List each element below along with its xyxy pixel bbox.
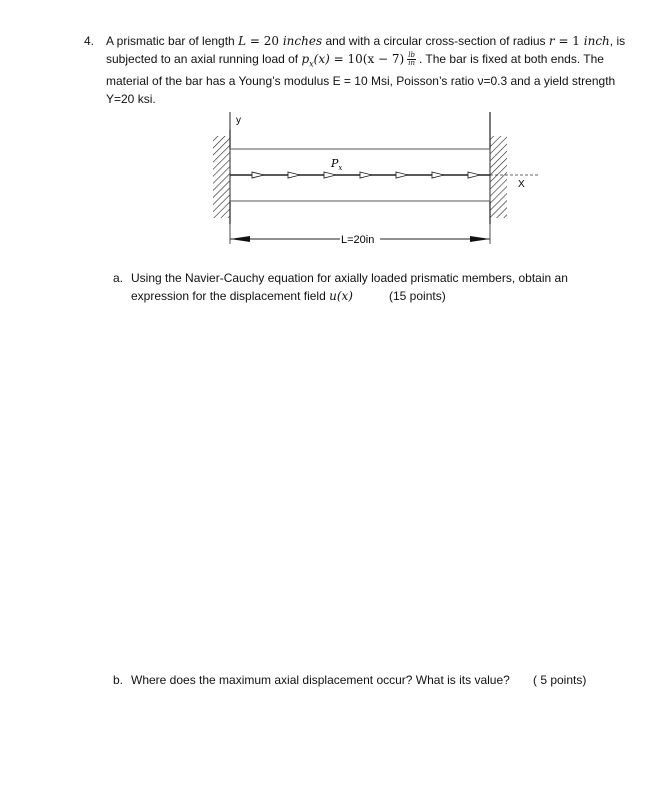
part-a-points: (15 points)	[389, 289, 446, 303]
problem-line-4: Y=20 ksi.	[106, 92, 156, 106]
math-p-arg: (x)	[313, 52, 330, 66]
right-fixed-support	[490, 112, 507, 224]
length-dimension	[230, 224, 490, 246]
math-L: L	[238, 34, 247, 48]
load-label-p: P	[331, 157, 339, 170]
left-fixed-support	[213, 130, 230, 224]
unit-fraction-num: lb	[408, 51, 415, 60]
dim-arrow-left	[230, 236, 250, 242]
part-a-line-1: Using the Navier-Cauchy equation for axially loaded prismatic members, obtain an	[131, 271, 568, 285]
math-r: r	[548, 34, 555, 48]
length-label: L=20in	[341, 234, 375, 246]
part-a-line-2	[131, 288, 353, 304]
load-arrow	[432, 172, 444, 178]
y-axis-label: y	[236, 115, 241, 126]
math-r-unit: inch	[583, 34, 610, 48]
load-arrow	[252, 172, 264, 178]
problem-line-3: material of the bar has a Young’s modulus E = 10 Msi, Poisson’s ratio ν=0.3 and a yield strength	[106, 74, 616, 88]
math-load-expr: = 10(x − 7)	[329, 52, 405, 66]
part-a-marker: a.	[113, 271, 124, 285]
unit-fraction-den: in	[408, 59, 415, 68]
load-label-sub: x	[338, 164, 343, 172]
load-arrow	[360, 172, 372, 178]
bar-diagram	[0, 0, 652, 260]
dim-arrow-right	[470, 236, 490, 242]
math-p-sub: x	[309, 59, 314, 69]
load-arrow	[324, 172, 336, 178]
load-arrow	[288, 172, 300, 178]
math-r-eq: = 1	[554, 34, 584, 48]
problem-line-1-text-b: and with a circular cross-section of radius	[322, 34, 549, 48]
load-label	[330, 157, 342, 172]
left-wall-hatch	[213, 136, 230, 218]
math-u: u(x)	[329, 289, 353, 303]
math-L-unit: inches	[282, 34, 323, 48]
part-b-text: Where does the maximum axial displacement occur? What is its value?	[131, 673, 510, 687]
problem-line-2-text-a: subjected to an axial running load of	[106, 52, 302, 66]
right-wall-hatch	[490, 136, 507, 218]
load-arrow	[396, 172, 408, 178]
part-b-marker: b.	[113, 673, 124, 687]
part-a-line-2-text: expression for the displacement field	[131, 289, 330, 303]
problem-line-2-text-b: . The bar is fixed at both ends. The	[418, 52, 604, 66]
problem-number: 4.	[84, 34, 95, 48]
math-p: p	[301, 52, 310, 66]
part-b-points: ( 5 points)	[533, 673, 587, 687]
problem-line-1-text-a: A prismatic bar of length	[106, 34, 239, 48]
math-L-eq: = 20	[246, 34, 283, 48]
load-arrow	[468, 172, 480, 178]
x-axis-label: X	[518, 179, 525, 190]
problem-line-1-text-c: , is	[609, 34, 626, 48]
